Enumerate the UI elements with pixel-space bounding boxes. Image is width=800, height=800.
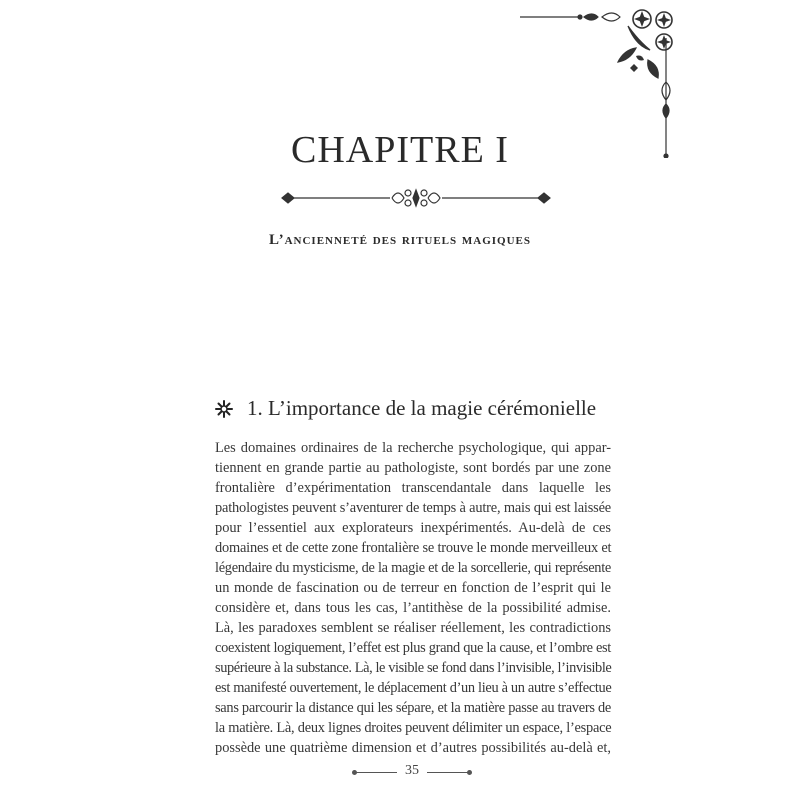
body-line: un monde de fascination ou de terreur en fonction de l’esprit qui le bbox=[215, 580, 611, 596]
chapter-subtitle: L’ancienneté des rituels magiques bbox=[268, 232, 532, 248]
body-line: tiennent en grande partie au pathologiste, sont bordés par une zone bbox=[215, 460, 611, 476]
body-paragraph bbox=[215, 438, 611, 758]
section-heading-text: 1. L’importance de la magie cérémonielle bbox=[247, 396, 597, 420]
body-line: la matière. Là, deux lignes droites peuvent délimiter un espace, l’espace bbox=[215, 720, 612, 736]
body-line: Là, les paradoxes semblent se réaliser réellement, les contradictions bbox=[215, 620, 611, 636]
body-line: est manifesté ouvertement, le déplacement d’un lieu à un autre s’effectue bbox=[215, 680, 612, 696]
footer-rule bbox=[355, 772, 397, 773]
body-line: coexistent logiquement, l’effet est plus grand que la cause, et l’ombre est bbox=[215, 640, 611, 656]
footer-dot bbox=[467, 770, 472, 775]
page-number: 35 bbox=[405, 763, 419, 778]
scroll-divider-ornament-icon bbox=[280, 186, 552, 210]
footer-rule bbox=[427, 772, 469, 773]
body-line: frontalière d’expérimentation transcendantale dans laquelle les bbox=[215, 480, 611, 496]
body-line: domaines et de cette zone frontalière se trouve le monde merveilleux et bbox=[215, 540, 612, 556]
body-line: Les domaines ordinaires de la recherche psychologique, qui appar- bbox=[215, 440, 611, 456]
body-line: pathologistes peuvent s’aventurer de temps à autre, mais qui est laissée bbox=[215, 500, 611, 516]
section-heading bbox=[215, 396, 615, 426]
body-line: sans parcourir la distance qui les sépare, et la matière passe au travers de bbox=[215, 700, 611, 716]
body-line: pour l’essentiel aux explorateurs inexpérimentés. Au-delà de ces bbox=[215, 520, 611, 536]
chapter-title: CHAPITRE I bbox=[291, 129, 509, 171]
asterisk-ornament-icon bbox=[215, 400, 233, 418]
page-footer bbox=[355, 762, 467, 782]
body-line: supérieure à la substance. Là, le visible se fond dans l’invisible, l’invisible bbox=[215, 660, 612, 676]
body-line: légendaire du mysticisme, de la magie et de la sorcellerie, qui représente bbox=[215, 560, 611, 576]
body-line: considère et, dans tous les cas, l’antithèse de la possibilité admise. bbox=[215, 600, 611, 616]
body-line: possède une quatrième dimension et d’autres possibilités au-delà et, bbox=[215, 740, 611, 756]
